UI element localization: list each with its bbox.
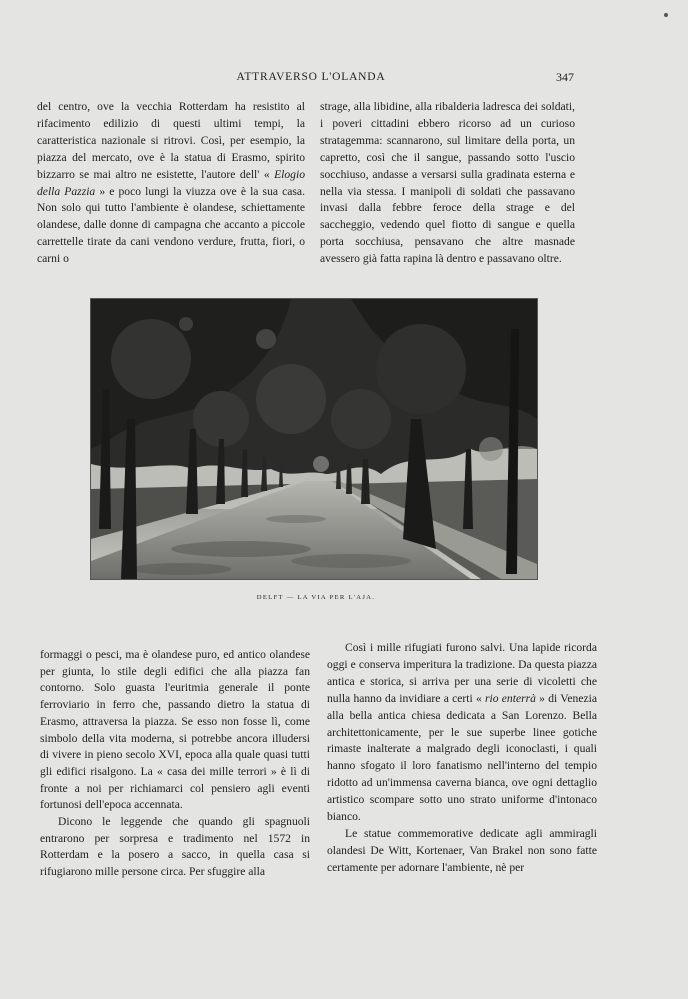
italic-title: Elogio della Pazzia <box>37 167 305 198</box>
text-column-top-left <box>37 99 305 268</box>
text-run: » e poco lungi la viuzza ove è la sua casa. Non solo qui tutto l'ambiente è olandese, schiettamente olandese, dalle donne di campagna che accanto a piccole carrettelle tirate da cani vendono verdure, frutta, fiori, o carni o <box>37 184 305 266</box>
paragraph: Dicono le leggende che quando gli spagnuoli entrarono per sorpresa e tradimento nel 1572 in Rotterdam e la posero a sacco, in quella casa si rifugiarono mille persone circa. Per sfuggire alla <box>40 815 310 879</box>
paragraph: formaggi o pesci, ma è olandese puro, ed antico olandese per giunta, lo stile degli edifici che alla piazza fan contorno. Solo guasta l'euritmia generale il ponte ferroviario in ferro che, passando dietro la statua di Erasmo, attraversa la piazza. Se esso non fosse lì, come simbolo della vita moderna, si potrebbe ancora illudersi di vivere in pieno secolo XVI, epoca alla quale quasi tutti gli edifici risalgono. La « casa dei mille terrori » è lì di fronte a noi per richiamarci col pensiero agli eventi fortunosi dell'epoca accennata. <box>40 648 310 812</box>
photograph-tree-lined-road <box>90 298 538 580</box>
paragraph: Le statue commemorative dedicate agli ammiragli olandesi De Witt, Kortenaer, Van Brakel non sono fatte certamente per adornare l'ambiente, nè per <box>327 826 597 874</box>
ink-dot <box>664 13 668 17</box>
text-column-bottom-left <box>40 647 310 881</box>
text-run: Così i mille rifugiati furono salvi. Una lapide ricorda oggi e conserva imperitura la tradizione. Da questa piazza antica e storica, si arriva per una serie di vicoletti che nulla hanno da invidiare a certi « <box>327 641 597 705</box>
paragraph: strage, alla libidine, alla ribalderia ladresca dei soldati, i poveri cittadini ebbero ricorso ad un curioso stratagemma: scannarono, sul limitare della porta, un capretto, così che il sangue, passando sotto l'uscio socchiuso, andasse a versarsi sulla gradinata esterna e nella via stessa. I manipoli di soldati che passavano invasi dalla febbre feroce della strage e del saccheggio, vedendo quel fiotto di sangue e quella porta socchiusa, pensavano che altre masnade avessero già fatta rapina là dentro e passavano oltre. <box>320 100 575 266</box>
running-header: ATTRAVERSO L'OLANDA <box>236 71 386 83</box>
text-run: del centro, ove la vecchia Rotterdam ha resistito al rifacimento edilizio di questi ultimi tempi, la caratteristica nazionale si ritrovi. Così, per esempio, la piazza del mercato, ove è la statua di Erasmo, spirito bizzarro se mai altro ne esistette, l'autore dell' « <box>37 100 305 181</box>
figure-caption: DELFT — LA VIA PER L'AJA. <box>256 594 376 601</box>
page-number: 347 <box>556 70 574 84</box>
text-column-bottom-right <box>327 640 597 877</box>
photo-illustration <box>91 299 537 579</box>
text-run: » di Venezia alla bella antica chiesa dedicata a San Lorenzo. Bella architettonicamente, per le sue superbe linee gotiche rimaste inalterate a malgrado degli iconoclasti, i quali hanno sfogato il loro fanatismo nell'interno del tempio ridotto ad un'immensa caverna bianca, ove ogni dettaglio artistico scompare sotto uno strato uniforme d'intonaco bianco. <box>327 691 597 824</box>
text-column-top-right <box>320 99 575 268</box>
paragraph <box>37 99 305 268</box>
italic-phrase: rio enterrà <box>485 691 536 705</box>
paragraph <box>327 640 597 826</box>
